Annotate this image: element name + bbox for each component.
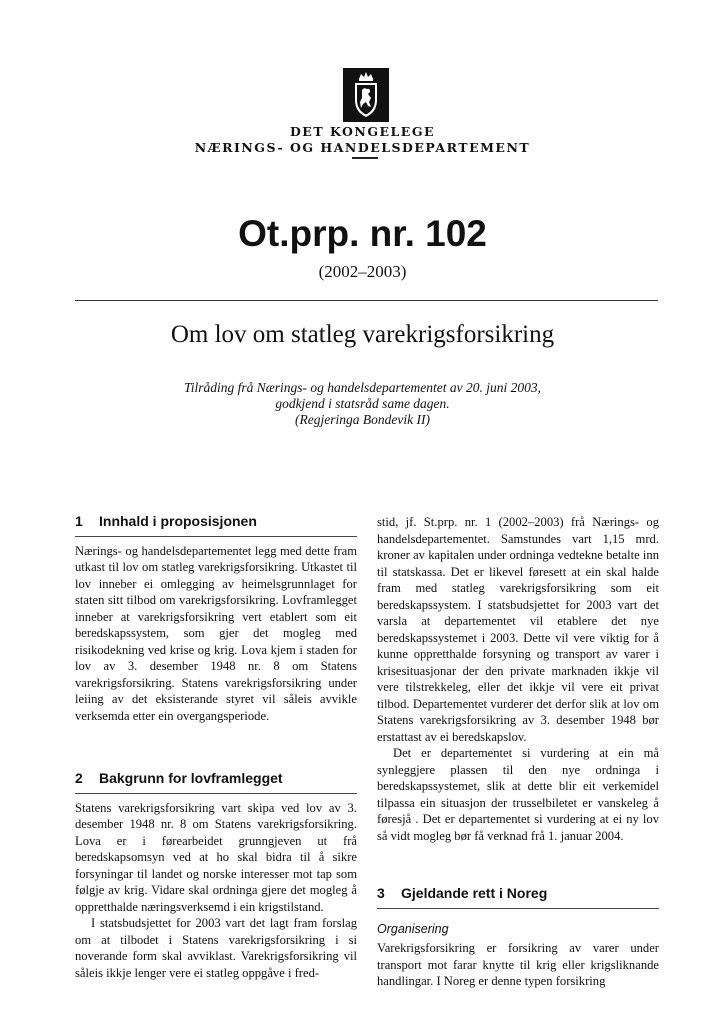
recommendation-line-1: Tilråding frå Nærings- og handelsdepartementet av 20. juni 2003, — [184, 380, 541, 395]
ministry-divider — [352, 157, 378, 159]
section-1-paragraph: Nærings- og handelsdepartementet legg med dette fram utkast til lov om statleg varekrigsforsikring. Utkastet til lov inneber ei omlegging av heimelsgrunnlaget for staten sitt tilbod om varekrigsforsikring. Lovframlegget inneber at varekrigsforsikring vert etablert som eit beredskapssystem, som gjer det mogleg med risikodekning ved krise og krig. Lova kjem i staden for lov av 3. desember 1948 nr. 8 om Statens varekrigsforsikring. Statens varekrigsforsikring under leiing av det eksisterande styret vil såleis avvikle verksemda etter ein overgangsperiode. — [75, 543, 357, 723]
section-1-rule — [75, 536, 357, 537]
section-3-title: Gjeldande rett i Noreg — [401, 885, 548, 901]
coat-of-arms-logo — [343, 68, 389, 122]
session-years: (2002–2003) — [318, 262, 407, 281]
ministry-line-2: NÆRINGS- OG HANDELSDEPARTEMENT — [194, 140, 531, 155]
section-3 — [377, 885, 659, 990]
section-3-paragraph: Varekrigsforsikring er forsikring av varer under transport mot farar knytte til krig eller krigsliknande handlingar. I Noreg er denne typen forsikring — [377, 941, 659, 988]
section-3-number: 3 — [377, 885, 385, 901]
section-1-title: Innhald i proposisjonen — [99, 513, 257, 529]
section-2-heading — [75, 770, 357, 787]
section-2-paragraph-2: I statsbudsjettet for 2003 vart det lagt fram forslag om at tilbodet i Statens varekrigsforsikring i si noverande form skal avviklast. Varekrigsforsikring vil såleis ikkje lenger vere ei statleg oppgåve i fred- — [75, 916, 357, 980]
section-2 — [75, 770, 357, 981]
section-2-rule — [75, 793, 357, 794]
left-column — [75, 513, 357, 724]
section-1-heading — [75, 513, 357, 530]
section-2-number: 2 — [75, 770, 83, 786]
document-number: Ot.prp. nr. 102 — [238, 213, 487, 254]
title-divider — [75, 300, 658, 301]
ministry-line-1: DET KONGELEGE — [289, 124, 436, 139]
section-3-subheading: Organisering — [377, 921, 449, 936]
section-3-rule — [377, 908, 659, 909]
section-2-title: Bakgrunn for lovframlegget — [99, 770, 283, 786]
section-1-number: 1 — [75, 513, 83, 529]
continued-paragraph: stid, jf. St.prp. nr. 1 (2002–2003) frå Nærings- og handelsdepartementet. Samstundes vart 1,15 mrd. kroner av kapitalen under ordninga vedtekne betalte inn til statskassa. Det er likevel føresett at ein skal halde fram med statleg varekrigsforsikring som eit beredskapssystem. I statsbudsjettet for 2003 vart det varsla at departementet vil etablere det nye beredskapssystemet i 2003. Dette vil vere viktig for å kunne oppretthalde forsyning og transport av varer i krisesituasjonar der den private marknaden ikkje vil vere tilstrekkeleg, eller det ikkje vil vere eit privat tilbod. Departementet vurderer det derfor slik at lov om Statens varekrigsforsikring av 3. desember 1948 bør erstattast av ei beredskapslov. — [377, 515, 659, 744]
recommendation-block — [0, 380, 725, 428]
document-subject: Om lov om statleg varekrigsforsikring — [170, 321, 555, 348]
recommendation-line-3: (Regjeringa Bondevik II) — [295, 412, 430, 427]
section-3-heading — [377, 885, 659, 902]
right-paragraph-2: Det er departementet si vurdering at ein må synleggjere plassen til den nye ordninga i beredskapssystemet, slik at dette blir eit verkemidel tilpassa ein situasjon der trusselbiletet er vanskeleg å føresjå . Det er departementet si vurdering at ei ny lov så vidt mogleg bør få verknad frå 1. januar 2004. — [377, 746, 659, 843]
right-column — [377, 514, 659, 844]
section-2-paragraph-1: Statens varekrigsforsikring vart skipa ved lov av 3. desember 1948 nr. 8 om Statens varekrigsforsikring. Lova er i førearbeidet grunngjeven ut frå beredskapsomsyn ved at ho skal bidra til å sikre forsyningar til landet og norske interesser mot tap som følgje av krig. Vidare skal ordninga gjere det mogleg å oppretthalde næringsverksemd i ein krigstilstand. — [75, 800, 357, 914]
recommendation-line-2: godkjend i statsråd same dagen. — [275, 396, 450, 411]
